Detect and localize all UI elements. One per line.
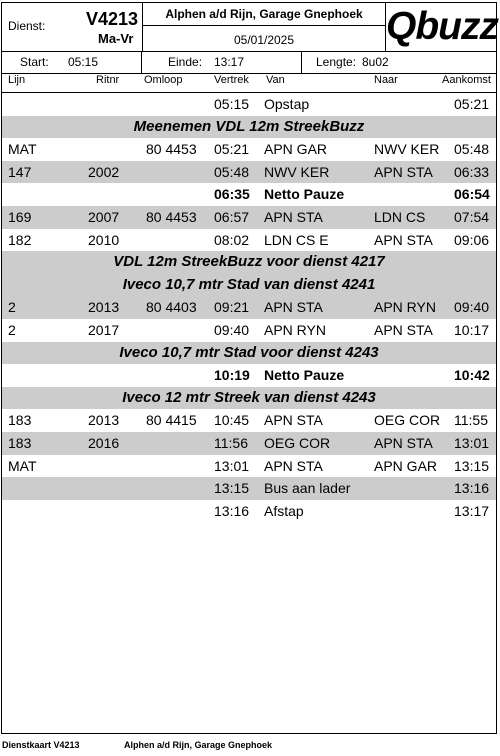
cell-aankomst: 13:16	[454, 480, 490, 497]
cell-vertrek: 10:19	[214, 367, 250, 384]
cell-van: APN STA	[264, 457, 323, 474]
end-label: Einde:	[168, 55, 203, 69]
trip-row	[2, 500, 496, 523]
cell-aankomst: 05:21	[454, 96, 490, 112]
cell-lijn: 147	[8, 163, 32, 180]
cell-lijn: 2	[8, 321, 16, 338]
end-time: 13:17	[214, 55, 245, 69]
pause-row	[2, 183, 496, 206]
cell-vertrek: 05:15	[214, 96, 250, 112]
trip-row	[2, 455, 496, 478]
section-row	[2, 387, 496, 410]
cell-naar: APN STA	[374, 231, 433, 248]
length-value: 8u02	[362, 55, 389, 69]
duty-rows	[2, 93, 496, 522]
cell-aankomst: 07:54	[454, 208, 490, 225]
section-row	[2, 274, 496, 297]
cell-van: APN STA	[264, 412, 323, 429]
garage-cell	[143, 3, 386, 51]
duty-label: Dienst:	[8, 19, 46, 33]
section-title: VDL 12m StreekBuzz voor dienst 4217	[113, 253, 385, 271]
cell-van: APN STA	[264, 208, 323, 225]
cell-naar: APN STA	[374, 434, 433, 451]
cell-ritnr: 2007	[88, 208, 120, 225]
cell-lijn: 169	[8, 208, 32, 225]
cell-van: APN RYN	[264, 321, 326, 338]
cell-aankomst: 06:33	[454, 163, 490, 180]
trip-row	[2, 161, 496, 184]
cell-vertrek: 05:21	[214, 141, 250, 158]
cell-aankomst: 13:15	[454, 457, 490, 474]
cell-naar: APN GAR	[374, 457, 438, 474]
cell-van: NWV KER	[264, 163, 330, 180]
cell-vertrek: 06:57	[214, 208, 250, 225]
col-lijn: Lijn	[8, 74, 26, 86]
col-omloop: Omloop	[144, 74, 183, 86]
footer-left: Dienstkaart V4213	[2, 740, 80, 750]
cell-van: APN STA	[264, 299, 323, 316]
qbuzz-logo: Qbuzz	[386, 5, 498, 48]
header-top	[2, 3, 496, 52]
cell-vertrek: 13:15	[214, 480, 250, 497]
cell-ritnr: 2002	[88, 163, 120, 180]
cell-lijn: MAT	[8, 457, 37, 474]
cell-vertrek: 10:45	[214, 412, 250, 429]
duty-cell	[2, 3, 143, 51]
column-headers	[2, 74, 496, 93]
cell-omloop: 80 4453	[146, 141, 197, 158]
trip-row	[2, 409, 496, 432]
trip-row	[2, 93, 496, 116]
cell-van: Opstap	[264, 96, 310, 112]
section-row	[2, 251, 496, 274]
cell-lijn: MAT	[8, 141, 37, 158]
section-title: Meenemen VDL 12m StreekBuzz	[133, 117, 365, 135]
section-row	[2, 116, 496, 139]
cell-ritnr: 2016	[88, 434, 120, 451]
garage-name: Alphen a/d Rijn, Garage Gnephoek	[143, 3, 385, 26]
cell-aankomst: 09:40	[454, 299, 490, 316]
start-label: Start:	[20, 55, 49, 69]
section-row	[2, 342, 496, 365]
cell-naar: OEG COR	[374, 412, 441, 429]
cell-ritnr: 2013	[88, 299, 120, 316]
length-cell	[302, 51, 496, 73]
cell-omloop: 80 4453	[146, 208, 197, 225]
cell-naar: APN STA	[374, 321, 433, 338]
section-title: Iveco 12 mtr Streek van dienst 4243	[122, 388, 376, 406]
cell-aankomst: 10:17	[454, 321, 490, 338]
cell-van: APN GAR	[264, 141, 328, 158]
footer-right: Alphen a/d Rijn, Garage Gnephoek	[124, 740, 273, 750]
trip-row	[2, 229, 496, 252]
cell-ritnr: 2017	[88, 321, 120, 338]
cell-omloop: 80 4415	[146, 412, 197, 429]
cell-van: Netto Pauze	[264, 186, 345, 203]
trip-row	[2, 477, 496, 500]
duty-date: 05/01/2025	[233, 33, 295, 47]
cell-vertrek: 13:16	[214, 502, 250, 519]
trip-row	[2, 432, 496, 455]
cell-aankomst: 13:01	[454, 434, 490, 451]
section-title: Iveco 10,7 mtr Stad van dienst 4241	[122, 275, 376, 293]
duty-card	[1, 2, 497, 734]
header-times	[2, 51, 496, 74]
cell-aankomst: 09:06	[454, 231, 490, 248]
pause-row	[2, 364, 496, 387]
cell-vertrek: 05:48	[214, 163, 250, 180]
length-label: Lengte:	[316, 55, 357, 69]
cell-naar: LDN CS	[374, 208, 426, 225]
cell-lijn: 183	[8, 412, 32, 429]
col-naar: Naar	[374, 74, 398, 86]
duty-days: Ma-Vr	[98, 31, 134, 46]
col-ritnr: Ritnr	[96, 74, 120, 86]
cell-van: LDN CS E	[264, 231, 329, 248]
trip-row	[2, 138, 496, 161]
cell-aankomst: 05:48	[454, 141, 490, 158]
cell-van: Netto Pauze	[264, 367, 345, 384]
trip-row	[2, 296, 496, 319]
logo-cell	[386, 3, 496, 51]
cell-ritnr: 2010	[88, 231, 120, 248]
end-cell	[142, 51, 302, 73]
cell-naar: APN RYN	[374, 299, 436, 316]
cell-van: Afstap	[264, 502, 304, 519]
cell-vertrek: 08:02	[214, 231, 250, 248]
cell-naar: NWV KER	[374, 141, 440, 158]
cell-aankomst: 10:42	[454, 367, 490, 384]
cell-naar: APN STA	[374, 163, 433, 180]
cell-van: Bus aan lader	[264, 480, 351, 497]
cell-aankomst: 13:17	[454, 502, 490, 519]
cell-ritnr: 2013	[88, 412, 120, 429]
cell-aankomst: 11:55	[454, 412, 488, 429]
start-cell	[2, 51, 142, 73]
col-van: Van	[266, 74, 285, 86]
cell-omloop: 80 4403	[146, 299, 197, 316]
cell-vertrek: 13:01	[214, 457, 250, 474]
duty-code: V4213	[86, 9, 139, 29]
section-title: Iveco 10,7 mtr Stad voor dienst 4243	[119, 343, 379, 361]
cell-lijn: 182	[8, 231, 32, 248]
cell-vertrek: 09:40	[214, 321, 250, 338]
cell-vertrek: 11:56	[214, 434, 248, 451]
start-time: 05:15	[68, 55, 99, 69]
trip-row	[2, 206, 496, 229]
cell-lijn: 2	[8, 299, 16, 316]
trip-row	[2, 319, 496, 342]
cell-vertrek: 09:21	[214, 299, 250, 316]
cell-vertrek: 06:35	[214, 186, 250, 203]
cell-van: OEG COR	[264, 434, 331, 451]
col-aankomst: Aankomst	[442, 74, 491, 86]
cell-aankomst: 06:54	[454, 186, 490, 203]
cell-lijn: 183	[8, 434, 32, 451]
col-vertrek: Vertrek	[214, 74, 249, 86]
